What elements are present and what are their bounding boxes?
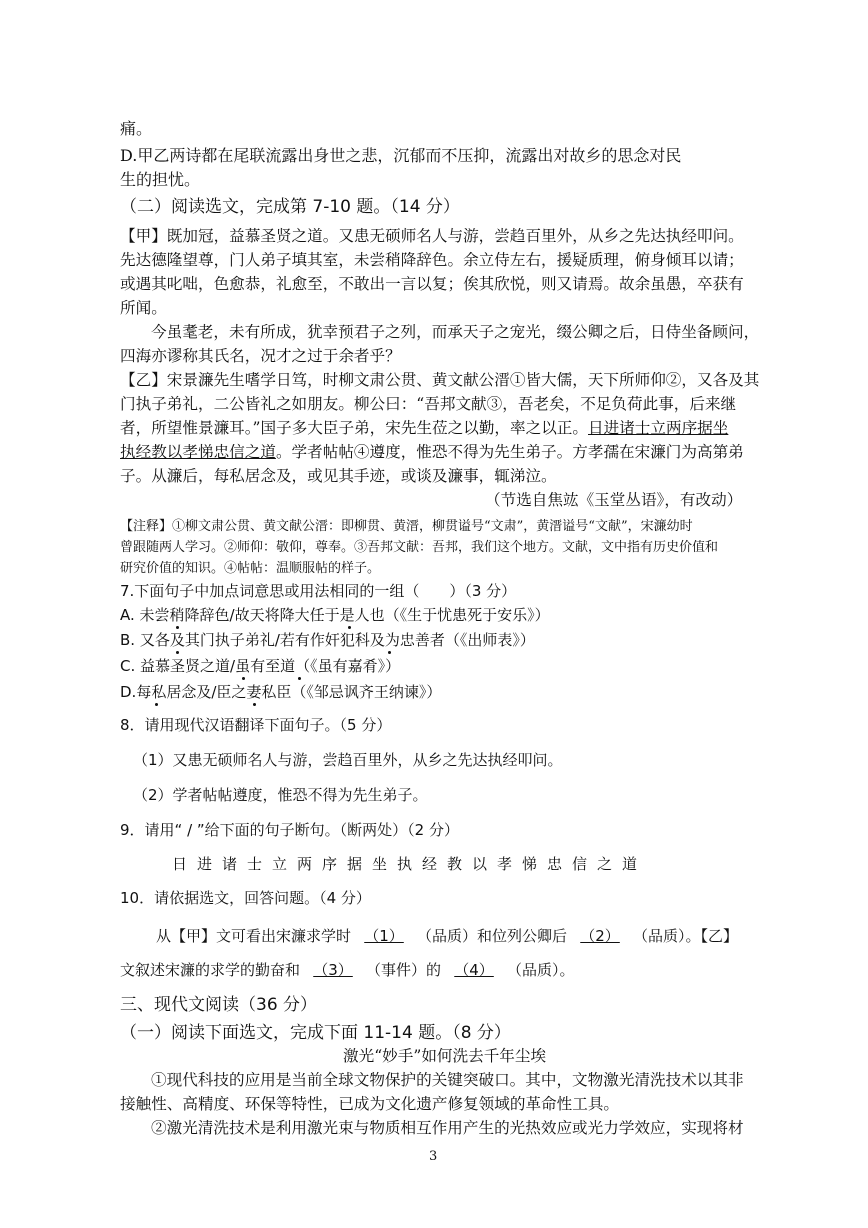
section-heading: （二）阅读选文，完成第 7-10 题。（14 分）	[120, 197, 460, 217]
question-9-sentence: 日进诸士立两序据坐执经教以孝悌忠信之道	[172, 855, 648, 873]
passage-line: 或遇其叱咄，色愈恭，礼愈至，不敢出一言以复；俟其欣悦，则又请焉。故余虽愚，卒获有	[120, 275, 744, 293]
subsection-heading: （一）阅读下面选文，完成下面 11-14 题。（8 分）	[120, 1023, 511, 1043]
underlined-sentence: 执经教以孝悌忠信之道	[120, 443, 276, 461]
passage-line: 今虽耄老，未有所成，犹幸预君子之列，而承天子之宠光，缀公卿之后，日侍坐备顾问，	[151, 323, 760, 341]
emphasis-dot	[348, 626, 351, 629]
section-heading: 三、现代文阅读（36 分）	[120, 995, 318, 1015]
question-10-stem: 10．请依据选文，回答问题。（4 分）	[120, 889, 371, 907]
text-line: 痛。	[120, 119, 153, 138]
text-line: 生的担忧。	[120, 170, 201, 189]
passage-text: 。学者帖帖④遵度，惟恐不得为先生弟子。方孝孺在宋濂门为高第弟	[275, 443, 744, 461]
emphasis-dot	[298, 677, 301, 680]
question-10-line-2	[120, 963, 575, 978]
blank-2: （2）	[580, 927, 620, 945]
article-line: 接触性、高精度、环保等特性，已成为文化遗产修复领域的革命性工具。	[120, 1095, 620, 1113]
passage-line: 先达德隆望尊，门人弟子填其室，未尝稍降辞色。余立侍左右，援疑质理，俯身倾耳以请；	[120, 251, 744, 269]
question-7-option-b: B. 又各及其门执子弟礼/若有作奸犯科及为忠善者（《出师表》）	[120, 631, 535, 649]
question-10-text: （事件）的	[366, 961, 442, 979]
notes-line: 【注释】①柳文肃公贯、黄文献公溍：即柳贯、黄溍，柳贯谥号“文肃”，黄溍谥号“文献”，宋濂幼时	[120, 519, 693, 534]
emphasis-dot	[242, 677, 245, 680]
passage-line: 门执子弟礼，二公皆礼之如朋友。柳公曰：“吾邦文献③，吾老矣，不足负荷此事，后来继	[120, 395, 737, 413]
passage-line: 所闻。	[120, 299, 167, 317]
passage-text: 者，所望惟景濂耳。”国子多大臣子弟，宋先生莅之以勤，率之以正。	[120, 419, 588, 437]
question-8-stem: 8．请用现代汉语翻译下面句子。（5 分）	[120, 716, 392, 734]
passage-line: 子。从濂后，每私居念及，或见其手迹，或谈及濂事，辄涕泣。	[120, 467, 557, 485]
article-title: 激光“妙手”如何洗去千年尘埃	[343, 1047, 547, 1065]
page-number: 3	[429, 1149, 438, 1164]
question-10-text: （品质）。	[507, 961, 575, 979]
question-7-option-c: C. 益慕圣贤之道/虽有至道（《虽有嘉肴》）	[120, 657, 401, 675]
notes-line: 研究价值的知识。④帖帖：温顺服帖的样子。	[120, 561, 381, 576]
emphasis-dot	[155, 703, 158, 706]
passage-line: 四海亦谬称其氏名，况才之过于余者乎？	[120, 347, 401, 365]
question-8-sentence-2: （2）学者帖帖遵度，惟恐不得为先生弟子。	[133, 786, 428, 804]
question-10-text: 文叙述宋濂的求学的勤奋和	[120, 961, 301, 979]
article-line: ①现代科技的应用是当前全球文物保护的关键突破口。其中，文物激光清洗技术以其非	[151, 1071, 744, 1089]
emphasis-dot	[176, 651, 179, 654]
underlined-sentence: 日进诸士立两序据坐	[588, 419, 729, 437]
passage-line	[120, 445, 744, 461]
question-10-line-1	[156, 929, 738, 944]
blank-4: （4）	[454, 961, 494, 979]
question-7-option-a: A. 未尝稍降辞色/故天将降大任于是人也（《生于忧患死于安乐》）	[120, 606, 550, 624]
source-citation: （节选自焦竑《玉堂丛语》，有改动）	[485, 491, 743, 509]
question-9-stem: 9．请用“ / ”给下面的句子断句。（断两处）（2 分）	[120, 821, 459, 839]
emphasis-dot	[388, 651, 391, 654]
question-10-text: （品质）。【乙】	[633, 927, 739, 945]
question-8-sentence-1: （1）又患无硕师名人与游，尝趋百里外，从乡之先达执经叩问。	[133, 751, 563, 769]
passage-line: 【甲】既加冠，益慕圣贤之道。又患无硕师名人与游，尝趋百里外，从乡之先达执经叩问。	[120, 227, 744, 245]
notes-line: 曾跟随两人学习。②师仰：敬仰，尊奉。③吾邦文献：吾邦，我们这个地方。文献，文中指有历史价值和	[120, 540, 719, 555]
question-10-text: （品质）和位列公卿后	[417, 927, 568, 945]
emphasis-dot	[176, 626, 179, 629]
passage-line: 【乙】宋景濂先生嗜学日笃，时柳文肃公贯、黄文献公溍①皆大儒，天下所师仰②，又各及其	[120, 371, 760, 389]
blank-1: （1）	[364, 927, 404, 945]
emphasis-dot	[253, 703, 256, 706]
blank-3: （3）	[313, 961, 353, 979]
passage-line	[120, 421, 728, 437]
question-7-option-d: D.每私居念及/臣之妻私臣（《邹忌讽齐王纳谏》）	[120, 683, 442, 701]
text-line: D.甲乙两诗都在尾联流露出身世之悲，沉郁而不压抑，流露出对故乡的思念对民	[120, 146, 682, 165]
question-7-stem: 7.下面句子中加点词意思或用法相同的一组（ ）（3 分）	[120, 582, 517, 600]
article-line: ②激光清洗技术是利用激光束与物质相互作用产生的光热效应或光力学效应，实现将材	[151, 1119, 744, 1137]
question-10-text: 从【甲】文可看出宋濂求学时	[156, 927, 352, 945]
